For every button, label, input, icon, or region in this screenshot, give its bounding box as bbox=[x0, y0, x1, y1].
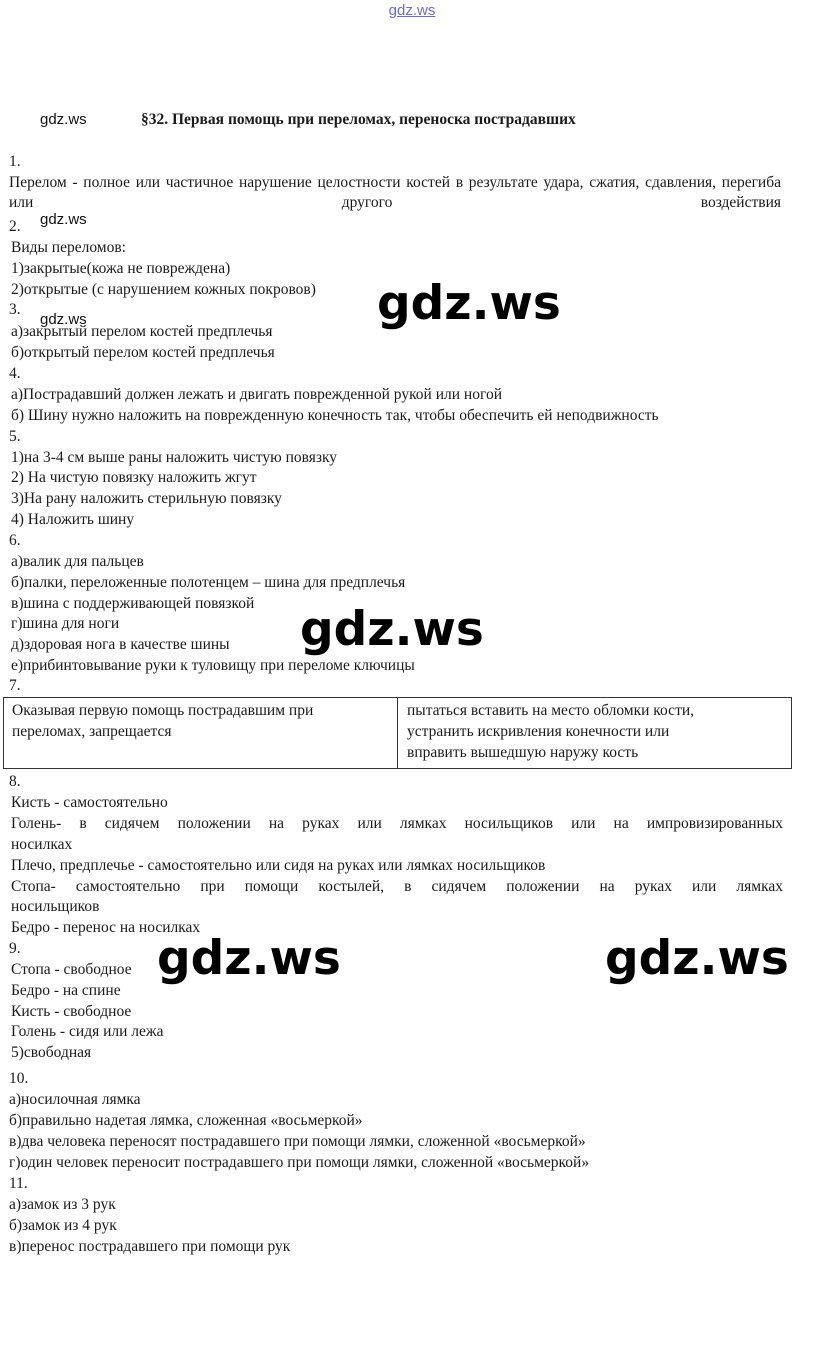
answer-2-line: 1)закрытые(кожа не повреждена) bbox=[11, 260, 231, 277]
answer-2-line: 2)открытые (с нарушением кожных покровов) bbox=[11, 281, 316, 298]
question-number-4: 4. bbox=[9, 365, 21, 382]
answer-10-line: б)правильно надетая лямка, сложенная «восьмеркой» bbox=[9, 1112, 363, 1129]
question-number-11: 11. bbox=[9, 1175, 28, 1192]
answer-8-line: Плечо, предплечье - самостоятельно или сидя на руках или лямках носильщиков bbox=[11, 857, 546, 874]
answer-10-line: а)носилочная лямка bbox=[9, 1091, 141, 1108]
question-number-10: 10. bbox=[9, 1070, 29, 1087]
answer-9-line: 5)свободная bbox=[11, 1044, 92, 1061]
answer-6-line: е)прибинтовывание руки к туловищу при переломе ключицы bbox=[11, 657, 415, 674]
question-number-5: 5. bbox=[9, 428, 21, 445]
answer-9-line: Кисть - свободное bbox=[11, 1003, 132, 1020]
table-cell-right-line: устранить искривления конечности или bbox=[407, 723, 670, 740]
answer-10-line: в)два человека переносят пострадавшего при помощи лямки, сложенной «восьмеркой» bbox=[9, 1133, 586, 1150]
answer-8-line: Стопа- самостоятельно при помощи костылей, в сидячем положении на руках или лямках bbox=[11, 878, 783, 895]
watermark-large: gdz.ws bbox=[377, 276, 561, 331]
watermark-small: gdz.ws bbox=[40, 211, 87, 228]
table-cell-left-line: переломах, запрещается bbox=[12, 723, 172, 740]
watermark-small: gdz.ws bbox=[40, 111, 87, 128]
answer-11-line: а)замок из 3 рук bbox=[9, 1196, 116, 1213]
answer-3-line: б)открытый перелом костей предплечья bbox=[11, 344, 275, 361]
answer-5-line: 1)на 3-4 см выше раны наложить чистую повязку bbox=[11, 449, 338, 466]
watermark-small: gdz.ws bbox=[40, 311, 87, 328]
answer-2-line: Виды переломов: bbox=[11, 239, 126, 256]
answer-11-line: в)перенос пострадавшего при помощи рук bbox=[9, 1238, 291, 1255]
watermark-large: gdz.ws bbox=[605, 931, 789, 986]
page-title: §32. Первая помощь при переломах, переноска пострадавших bbox=[141, 111, 576, 128]
answer-6-line: д)здоровая нога в качестве шины bbox=[11, 636, 230, 653]
question-number-7: 7. bbox=[9, 677, 21, 694]
answer-8-line: носилках bbox=[11, 836, 73, 853]
watermark-top-link[interactable]: gdz.ws bbox=[388, 2, 436, 19]
answer-4-line: а)Пострадавший должен лежать и двигать поврежденной рукой или ногой bbox=[11, 386, 502, 403]
answer-5-line: 3)На рану наложить стерильную повязку bbox=[11, 490, 282, 507]
answer-8-line: Кисть - самостоятельно bbox=[11, 794, 168, 811]
answer-5-line: 4) Наложить шину bbox=[11, 511, 135, 528]
answer-9-line: Бедро - на спине bbox=[11, 982, 121, 999]
answer-6-line: б)палки, переложенные полотенцем – шина для предплечья bbox=[11, 574, 406, 591]
question-number-2: 2. bbox=[9, 218, 21, 235]
table-divider bbox=[397, 698, 398, 768]
answer-6-line: а)валик для пальцев bbox=[11, 553, 144, 570]
answer-6-line: г)шина для ноги bbox=[11, 615, 120, 632]
answer-9-line: Голень - сидя или лежа bbox=[11, 1023, 164, 1040]
answer-8-line: Голень- в сидячем положении на руках или лямках носильщиков или на импровизированных bbox=[11, 815, 783, 832]
answer-4-line: б) Шину нужно наложить на поврежденную конечность так, чтобы обеспечить ей неподвижность bbox=[11, 407, 659, 424]
answer-11-line: б)замок из 4 рук bbox=[9, 1217, 117, 1234]
answer-5-line: 2) На чистую повязку наложить жгут bbox=[11, 469, 257, 486]
question-number-8: 8. bbox=[9, 773, 21, 790]
answer-6-line: в)шина с поддерживающей повязкой bbox=[11, 595, 255, 612]
table-cell-left-line: Оказывая первую помощь пострадавшим при bbox=[12, 702, 314, 719]
question-number-1: 1. bbox=[9, 153, 21, 170]
watermark-large: gdz.ws bbox=[157, 931, 341, 986]
answer-1-text: Перелом - полное или частичное нарушение целостности костей в результате удара, сжатия, сдавления, перегиба или другого воздействия bbox=[9, 174, 781, 211]
answer-8-line: носильщиков bbox=[11, 898, 100, 915]
table-cell-right-line: пытаться вставить на место обломки кости, bbox=[407, 702, 695, 719]
question-number-3: 3. bbox=[9, 301, 21, 318]
question-number-6: 6. bbox=[9, 532, 21, 549]
watermark-large: gdz.ws bbox=[300, 602, 484, 657]
answer-7-table bbox=[3, 697, 792, 769]
answer-8-line: Бедро - перенос на носилках bbox=[11, 919, 201, 936]
answer-10-line: г)один человек переносит пострадавшего при помощи лямки, сложенной «восьмеркой» bbox=[9, 1154, 590, 1171]
question-number-9: 9. bbox=[9, 940, 21, 957]
answer-9-line: Стопа - свободное bbox=[11, 961, 132, 978]
table-cell-right-line: вправить вышедшую наружу кость bbox=[407, 744, 639, 761]
answer-3-line: а)закрытый перелом костей предплечья bbox=[11, 323, 273, 340]
